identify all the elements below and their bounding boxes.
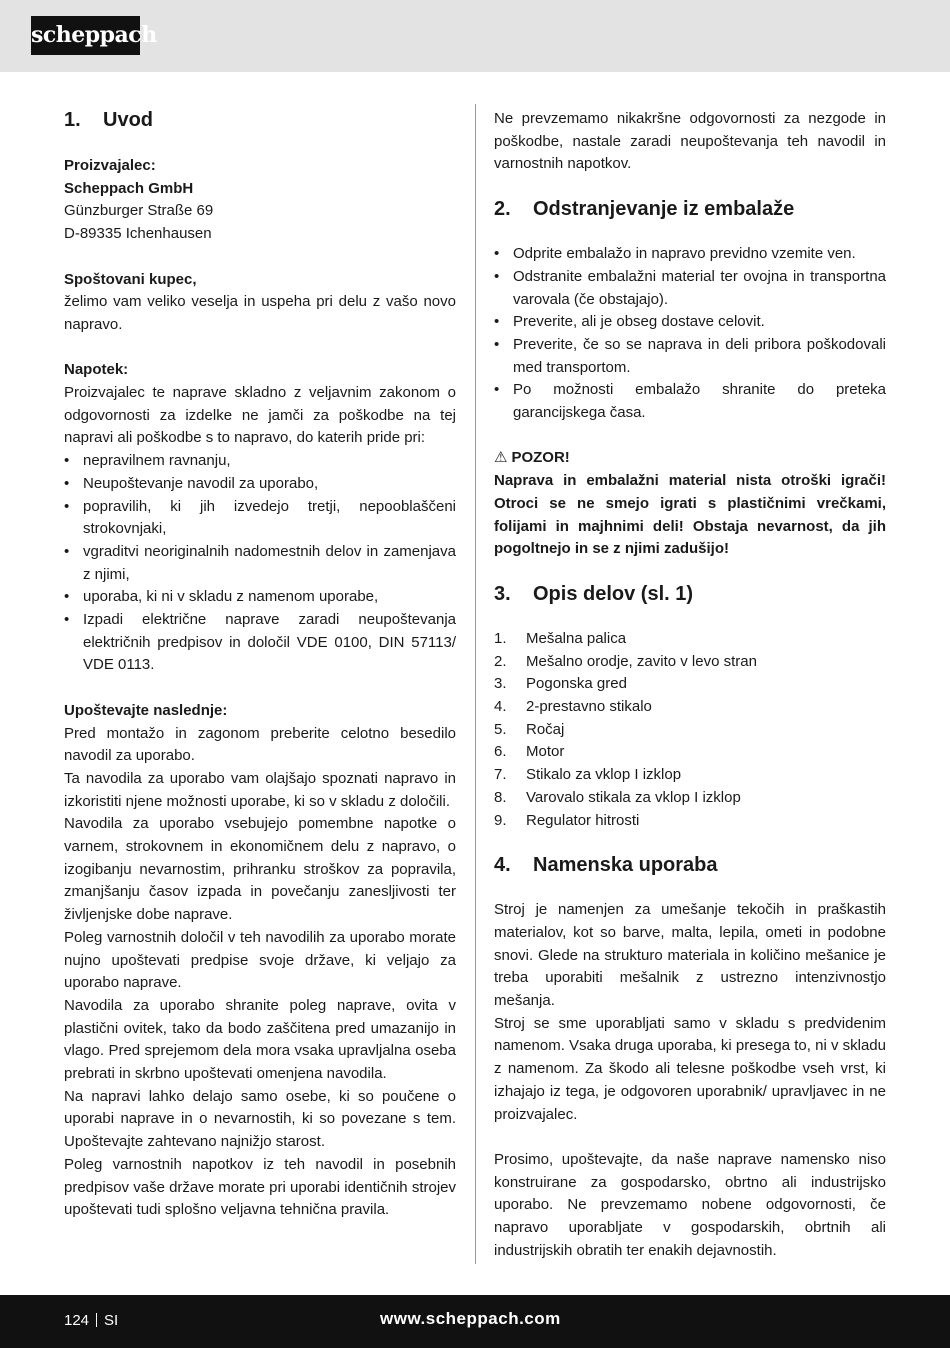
language-code: SI bbox=[104, 1312, 119, 1329]
list-item bbox=[494, 651, 886, 674]
item-label: Motor bbox=[526, 743, 565, 761]
list-item bbox=[494, 628, 886, 651]
item-number: 8. bbox=[494, 788, 507, 806]
intended-use-paragraph: Prosimo, upoštevajte, da naše naprave namensko niso konstruirane za gospodarsko, obrtno ali industrijsko uporabo. Ne prevzemamo nobene odgovornosti, če napravo uporabljate v gospodarskih, obrtnih ali industrijskih obratih ter enakih dejavnostih. bbox=[494, 1150, 886, 1259]
list-item: • vgraditvi neoriginalnih nadomestnih delov in zamenjava z njimi, bbox=[64, 541, 456, 586]
item-label: Pogonska gred bbox=[526, 675, 627, 693]
section-number: 1. bbox=[64, 109, 81, 131]
warning-text: Naprava in embalažni material nista otroški igrači! Otroci se ne smejo igrati s plastičnimi vrečkami, folijami in majhnimi deli! Obstaja nevarnost, da jih pogoltnejo in se z njimi zadušijo! bbox=[494, 472, 886, 558]
warning-triangle-icon: ⚠ bbox=[494, 449, 508, 467]
list-item: • uporaba, ki ni v skladu z namenom uporabe, bbox=[64, 586, 456, 609]
intended-use-paragraph: Stroj se sme uporabljati samo v skladu s predvidenim namenom. Vsaka druga uporaba, ki presega to, ni v skladu z namenom. Za škodo ali telesne poškodbe vseh vrst, ki izhajajo iz tega, je odgovoren uporabnik/ upravljavec in ne proizvajalec. bbox=[494, 1014, 886, 1123]
item-number: 3. bbox=[494, 675, 507, 693]
column-divider bbox=[475, 104, 476, 1264]
item-number: 6. bbox=[494, 743, 507, 761]
observe-paragraph: Ta navodila za uporabo vam olajšajo spoznati napravo in izkoristiti njene možnosti uporabe, ki so v skladu z določili. bbox=[64, 769, 456, 810]
brand-logo: scheppach bbox=[31, 16, 140, 55]
manufacturer-label: Proizvajalec: bbox=[64, 157, 156, 174]
list-item bbox=[494, 741, 886, 764]
section-title: Opis delov (sl. 1) bbox=[533, 582, 694, 605]
observe-paragraph: Poleg varnostnih določil v teh navodilih za uporabo morate nujno upoštevati predpise svoje države, ki veljajo za uporabo naprave. bbox=[64, 928, 456, 992]
item-label: Mešalno orodje, zavito v levo stran bbox=[526, 652, 757, 670]
list-item bbox=[494, 764, 886, 787]
list-item bbox=[494, 810, 886, 833]
section-number: 4. bbox=[494, 854, 511, 877]
list-item: • popravilih, ki jih izvedejo tretji, nepooblaščeni strokovnjaki, bbox=[64, 496, 456, 541]
page-number: 124 bbox=[64, 1312, 90, 1329]
section-number: 2. bbox=[494, 198, 511, 221]
list-item: • nepravilnem ravnanju, bbox=[64, 450, 456, 473]
website-url: www.scheppach.com bbox=[380, 1309, 561, 1328]
list-item bbox=[494, 787, 886, 810]
observe-paragraph: Navodila za uporabo shranite poleg naprave, ovita v plastični ovitek, tako da bodo zaščitena pred umazanijo in vlago. Pred sprejemom dela mora vsaka upravljalna oseba prebrati in skrbno upoštevati omenjena navodila. bbox=[64, 996, 456, 1083]
item-number: 2. bbox=[494, 652, 507, 670]
section-title: Namenska uporaba bbox=[533, 854, 718, 877]
note-list bbox=[64, 450, 456, 677]
item-number: 5. bbox=[494, 720, 507, 738]
observe-paragraph: Na napravi lahko delajo samo osebe, ki so poučene o uporabi naprave in o nevarnostih, ki so povezane s tem. Upoštevajte zahtevano najnižjo starost. bbox=[64, 1087, 456, 1151]
note-text: Proizvajalec te naprave skladno z veljavnim zakonom o odgovornosti za izdelke ne jamči za poškodbe na tej napravi ali poškodbe s to napravo, do katerih pride pri: bbox=[64, 384, 456, 447]
section-heading-parts bbox=[494, 582, 886, 606]
greeting-text: želimo vam veliko veselja in uspeha pri delu z vašo novo napravo. bbox=[64, 293, 456, 333]
unpack-list bbox=[494, 243, 886, 425]
list-item: • Izpadi električne naprave zaradi neupoštevanja električnih predpisov in določil VDE 0100, DIN 57113/ VDE 0113. bbox=[64, 609, 456, 677]
header-band bbox=[0, 0, 950, 72]
list-item: • Po možnosti embalažo shranite do preteka garancijskega časa. bbox=[494, 379, 886, 424]
page-separator bbox=[96, 1313, 97, 1327]
footer-band bbox=[0, 1295, 950, 1348]
list-item bbox=[494, 719, 886, 742]
intended-use-paragraph: Stroj je namenjen za umešanje tekočih in praškastih materialov, kot so barve, malta, lepila, ometi in podobne snovi. Glede na strukturo materiala in količino mešanice je treba uporabiti mešalnik z ustrezno intenzivnostjo mešanja. bbox=[494, 901, 886, 1010]
section-heading-intro bbox=[64, 108, 456, 132]
item-label: Stikalo za vklop I izklop bbox=[526, 766, 682, 784]
greeting: Spoštovani kupec, bbox=[64, 270, 197, 288]
warning-heading bbox=[494, 447, 886, 470]
observe-paragraph: Pred montažo in zagonom preberite celotno besedilo navodil za uporabo. bbox=[64, 724, 456, 765]
list-item: • Odstranite embalažni material ter ovojna in transportna varovala (če obstajajo). bbox=[494, 266, 886, 311]
item-number: 1. bbox=[494, 629, 507, 647]
item-number: 7. bbox=[494, 766, 507, 784]
item-number: 4. bbox=[494, 698, 507, 716]
observe-paragraph: Poleg varnostnih napotkov iz teh navodil in posebnih predpisov vaše države morate pri uporabi identičnih strojev upoštevati tudi splošno veljavna tehnična pravila. bbox=[64, 1155, 456, 1219]
list-item bbox=[494, 673, 886, 696]
section-number: 3. bbox=[494, 582, 511, 605]
observe-paragraph: Navodila za uporabo vsebujejo pomembne napotke o varnem, strokovnem in ekonomičnem delu z napravo, o izogibanju nevarnostim, prihranku stroškov za popravila, zmanjšanju časov izpada in povečanju zanesljivosti ter življenjske dobe naprave. bbox=[64, 815, 456, 924]
warning-label: POZOR! bbox=[511, 449, 570, 467]
list-item: • Odprite embalažo in napravo previdno vzemite ven. bbox=[494, 243, 886, 266]
section-title: Uvod bbox=[103, 109, 153, 131]
list-item bbox=[494, 696, 886, 719]
observe-label: Upoštevajte naslednje: bbox=[64, 701, 228, 719]
liability-text: Ne prevzemamo nikakršne odgovornosti za nezgode in poškodbe, nastale zaradi neupoštevanja teh navodil in varnostnih napotkov. bbox=[494, 110, 886, 173]
section-heading-unpacking bbox=[494, 197, 886, 221]
manufacturer-name: Scheppach GmbH bbox=[64, 179, 194, 197]
page-indicator bbox=[64, 1311, 118, 1331]
section-title: Odstranjevanje iz embalaže bbox=[533, 198, 795, 221]
parts-list bbox=[494, 628, 886, 832]
section-heading-intended-use bbox=[494, 853, 886, 877]
item-label: Varovalo stikala za vklop I izklop bbox=[526, 788, 741, 806]
list-item: • Preverite, ali je obseg dostave celovit. bbox=[494, 311, 886, 334]
manufacturer-street: Günzburger Straße 69 bbox=[64, 202, 214, 220]
item-number: 9. bbox=[494, 811, 507, 829]
item-label: Ročaj bbox=[526, 720, 565, 738]
manufacturer-city: D-89335 Ichenhausen bbox=[64, 225, 212, 243]
item-label: Regulator hitrosti bbox=[526, 811, 640, 829]
left-column bbox=[64, 108, 456, 1222]
right-column bbox=[494, 108, 886, 1263]
note-label: Napotek: bbox=[64, 361, 129, 379]
item-label: Mešalna palica bbox=[526, 629, 627, 647]
list-item: • Preverite, če so se naprava in deli pribora poškodovali med transportom. bbox=[494, 334, 886, 379]
list-item: • Neupoštevanje navodil za uporabo, bbox=[64, 473, 456, 496]
item-label: 2-prestavno stikalo bbox=[526, 698, 652, 716]
